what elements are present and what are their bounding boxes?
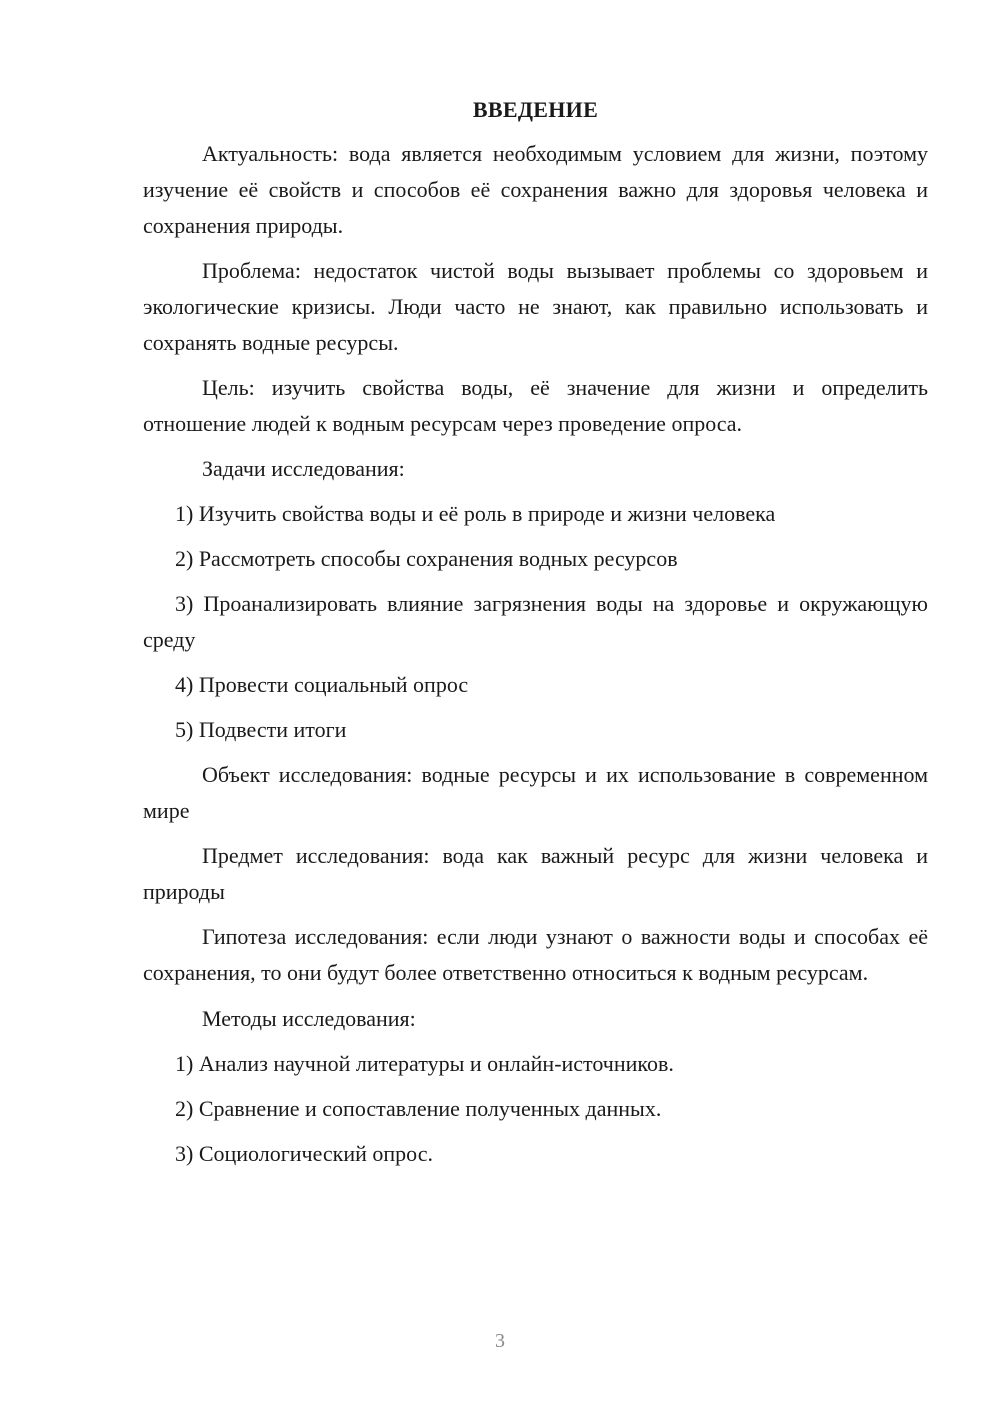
methods-list (143, 1046, 928, 1172)
subject-paragraph: Предмет исследования: вода как важный ресурс для жизни человека и природы (143, 843, 928, 904)
method-item: 2) Сравнение и сопоставление полученных данных. (175, 1096, 662, 1121)
task-item: 4) Провести социальный опрос (175, 672, 469, 697)
problem-paragraph: Проблема: недостаток чистой воды вызывает проблемы со здоровьем и экологические кризисы. Люди часто не знают, как правильно использовать и сохранять водные ресурсы. (143, 258, 928, 355)
tasks-list (143, 496, 928, 748)
methods-label: Методы исследования: (202, 1006, 416, 1031)
task-item: 5) Подвести итоги (175, 717, 347, 742)
hypothesis-paragraph: Гипотеза исследования: если люди узнают о важности воды и способах её сохранения, то они будут более ответственно относиться к водным ресурсам. (143, 924, 928, 985)
method-item: 1) Анализ научной литературы и онлайн-источников. (175, 1051, 674, 1076)
tasks-label: Задачи исследования: (202, 456, 405, 481)
object-paragraph: Объект исследования: водные ресурсы и их использование в современном мире (143, 762, 928, 823)
method-item: 3) Социологический опрос. (175, 1141, 433, 1166)
task-item: 2) Рассмотреть способы сохранения водных ресурсов (175, 546, 678, 571)
page-number: 3 (495, 1330, 505, 1352)
relevance-paragraph: Актуальность: вода является необходимым условием для жизни, поэтому изучение её свойств и способов её сохранения важно для здоровья человека и сохранения природы. (143, 141, 928, 238)
page-heading: ВВЕДЕНИЕ (472, 97, 599, 122)
goal-paragraph: Цель: изучить свойства воды, её значение для жизни и определить отношение людей к водным ресурсам через проведение опроса. (143, 375, 928, 436)
task-item: 1) Изучить свойства воды и её роль в природе и жизни человека (175, 501, 776, 526)
task-item: 3) Проанализировать влияние загрязнения воды на здоровье и окружающую среду (143, 591, 928, 652)
document-page (143, 92, 928, 1181)
